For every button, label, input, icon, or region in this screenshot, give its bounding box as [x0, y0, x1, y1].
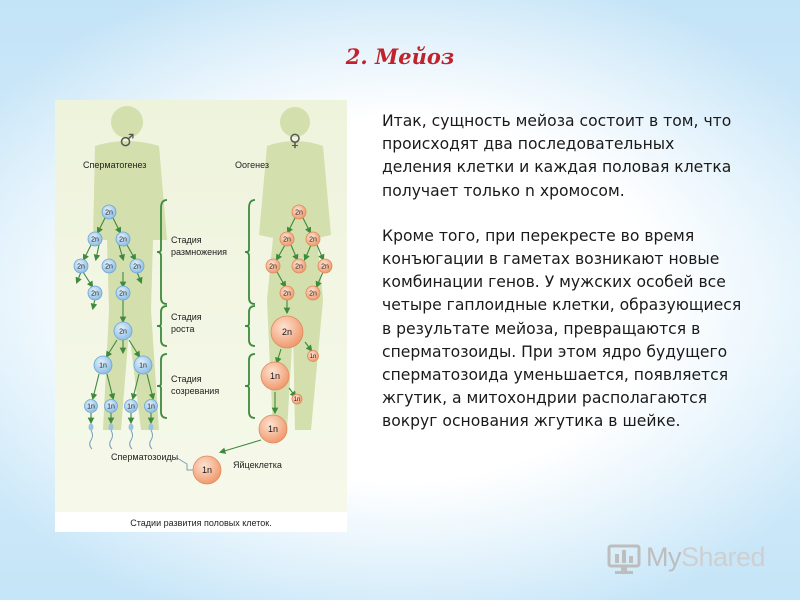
stage-multiplication-line2: размножения	[171, 247, 227, 257]
logo-icon	[606, 540, 642, 576]
male-cell-1n	[134, 356, 152, 374]
cell-label: 1n	[269, 371, 281, 382]
sperm-head	[89, 424, 94, 431]
cell-label: 2n	[283, 236, 291, 244]
paragraph-2: Кроме того, при перекресте во время конъюгации в гаметах возникают новые комбинации генов. У мужских особей все четыре гаплоидные клетки, образующиеся в результате мейоза, превращаются в сперматозоиды. При этом ядро будущего сперматозоида уменьшается, появляется жгутик, а митохондрии располагаются вокруг основания жгутика в шейке.	[382, 226, 742, 431]
female-cell-2n	[280, 232, 294, 246]
male-cell-1n	[85, 400, 98, 413]
stage-growth-line2: роста	[171, 324, 195, 334]
polar-body-1n	[292, 394, 302, 404]
myshared-logo	[606, 538, 768, 578]
cell-label: 2n	[295, 263, 303, 271]
cell-label: 1n	[309, 354, 317, 361]
female-cell-2n	[266, 259, 280, 273]
cell-label: 2n	[269, 263, 277, 271]
cell-label: 2n	[119, 236, 127, 244]
male-cell-1n	[94, 356, 112, 374]
cell-label: 1n	[293, 397, 301, 404]
cell-label: 2n	[321, 263, 329, 271]
spermatogenesis-heading: Сперматогенез	[83, 160, 147, 170]
slide-title: 2. Мейоз	[345, 44, 455, 69]
male-cell-2n	[130, 259, 144, 273]
stage-multiplication-line1: Стадия	[171, 235, 202, 245]
male-cell-2n	[74, 259, 88, 273]
cell-label: 2n	[119, 290, 127, 298]
meiosis-figure	[55, 100, 347, 532]
male-cell-2n	[102, 205, 116, 219]
female-cell-growth-2n	[271, 316, 303, 348]
cell-label: 1n	[87, 403, 95, 411]
male-cell-1n	[145, 400, 158, 413]
polar-body-1n	[308, 351, 319, 362]
cell-label: 2n	[77, 263, 85, 271]
male-symbol: ♂	[119, 131, 135, 151]
cell-label: 2n	[119, 328, 127, 336]
cell-label: 2n	[133, 263, 141, 271]
egg-label: Яйцеклетка	[233, 460, 282, 470]
cell-label: 2n	[283, 290, 291, 298]
egg-cell-1n	[193, 456, 221, 484]
cell-label: 2n	[91, 290, 99, 298]
cell-label: 2n	[91, 236, 99, 244]
male-cell-2n	[116, 286, 130, 300]
female-cell-2n	[318, 259, 332, 273]
cell-label: 2n	[281, 327, 293, 338]
cell-label: 2n	[105, 209, 113, 217]
cell-label: 1n	[201, 465, 213, 476]
logo-text-my: My	[646, 542, 681, 572]
cell-label: 1n	[147, 403, 155, 411]
male-cell-growth-2n	[114, 322, 132, 340]
female-cell-2n	[292, 205, 306, 219]
logo-text-shared: Shared	[681, 542, 766, 572]
cell-label: 1n	[99, 362, 107, 370]
stage-growth-line1: Стадия	[171, 312, 202, 322]
cell-label: 2n	[309, 290, 317, 298]
male-cell-2n	[116, 232, 130, 246]
cell-label: 1n	[267, 424, 279, 435]
sperm-label: Сперматозоиды	[111, 452, 179, 462]
sperm-head	[149, 424, 154, 431]
female-cell-2n	[292, 259, 306, 273]
cell-label: 1n	[107, 403, 115, 411]
male-cell-2n	[88, 232, 102, 246]
cell-label: 1n	[127, 403, 135, 411]
female-cell-1n	[259, 415, 287, 443]
male-cell-2n	[102, 259, 116, 273]
female-cell-1n	[261, 362, 289, 390]
paragraph-1: Итак, сущность мейоза состоит в том, что происходят два последовательных деления клетки и каждая половая клетка получает только n хромосом.	[382, 112, 732, 200]
oogenesis-heading: Оогенез	[235, 160, 270, 170]
male-cell-1n	[105, 400, 118, 413]
sperm-head	[129, 424, 134, 431]
stage-maturation-line2: созревания	[171, 386, 220, 396]
sperm-head	[109, 424, 114, 431]
female-cell-2n	[306, 286, 320, 300]
cell-label: 2n	[309, 236, 317, 244]
cell-label: 1n	[139, 362, 147, 370]
cell-label: 2n	[105, 263, 113, 271]
figure-caption: Стадии развития половых клеток.	[130, 518, 272, 528]
main-text	[382, 110, 742, 434]
male-cell-1n	[125, 400, 138, 413]
male-cell-2n	[88, 286, 102, 300]
female-cell-2n	[280, 286, 294, 300]
female-cell-2n	[306, 232, 320, 246]
female-symbol: ♀	[288, 131, 302, 151]
stage-maturation-line1: Стадия	[171, 374, 202, 384]
cell-label: 2n	[295, 209, 303, 217]
